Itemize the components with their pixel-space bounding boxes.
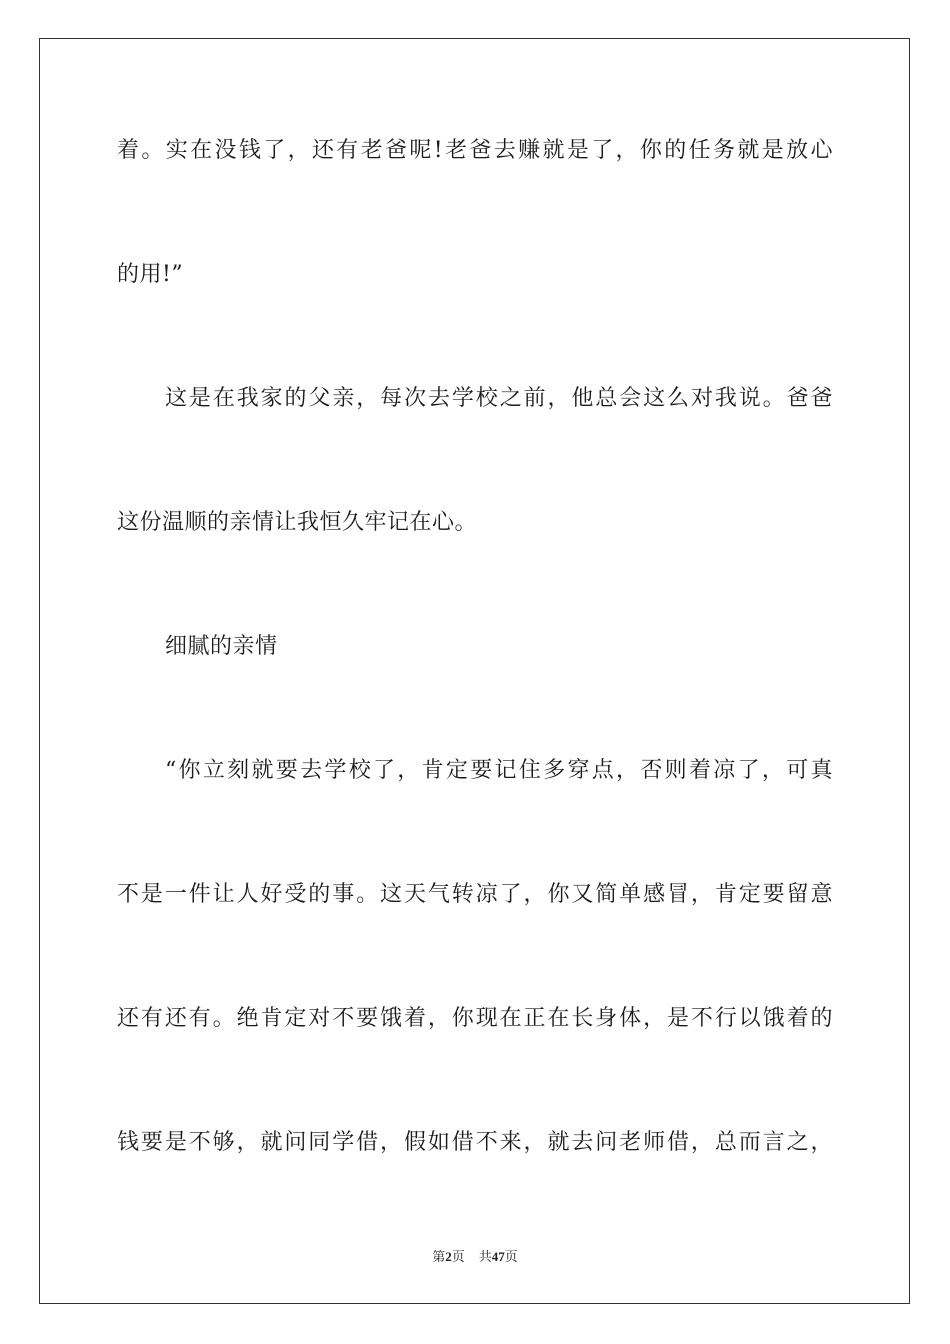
footer-page-number: 2 bbox=[445, 1249, 452, 1264]
page-footer bbox=[0, 1248, 950, 1267]
section-heading: 细腻的亲情 bbox=[165, 634, 278, 659]
page-border bbox=[39, 38, 910, 1304]
footer-total-prefix: 共 bbox=[478, 1250, 492, 1265]
body-text-line-1: 着。实在没钱了，还有老爸呢!老爸去赚就是了，你的任务就是放心 bbox=[117, 138, 833, 163]
body-text-line-9: 钱要是不够，就问同学借，假如借不来，就去问老师借，总而言之， bbox=[117, 1130, 833, 1155]
body-text-line-6: “你立刻就要去学校了，肯定要记住多穿点，否则着凉了，可真 bbox=[165, 758, 833, 783]
body-text-line-8: 还有还有。绝肯定对不要饿着，你现在正在长身体，是不行以饿着的 bbox=[117, 1006, 833, 1031]
body-text-line-7: 不是一件让人好受的事。这天气转凉了，你又简单感冒，肯定要留意 bbox=[117, 882, 833, 907]
footer-page-prefix: 第 bbox=[432, 1250, 446, 1265]
footer-page-suffix: 页 bbox=[451, 1250, 465, 1265]
body-text-line-2: 的用!” bbox=[117, 262, 184, 287]
body-text-line-4: 这份温顺的亲情让我恒久牢记在心。 bbox=[117, 510, 478, 535]
body-text-line-3: 这是在我家的父亲，每次去学校之前，他总会这么对我说。爸爸 bbox=[165, 386, 833, 411]
footer-total-suffix: 页 bbox=[504, 1250, 518, 1265]
footer-total-pages: 47 bbox=[491, 1249, 505, 1264]
